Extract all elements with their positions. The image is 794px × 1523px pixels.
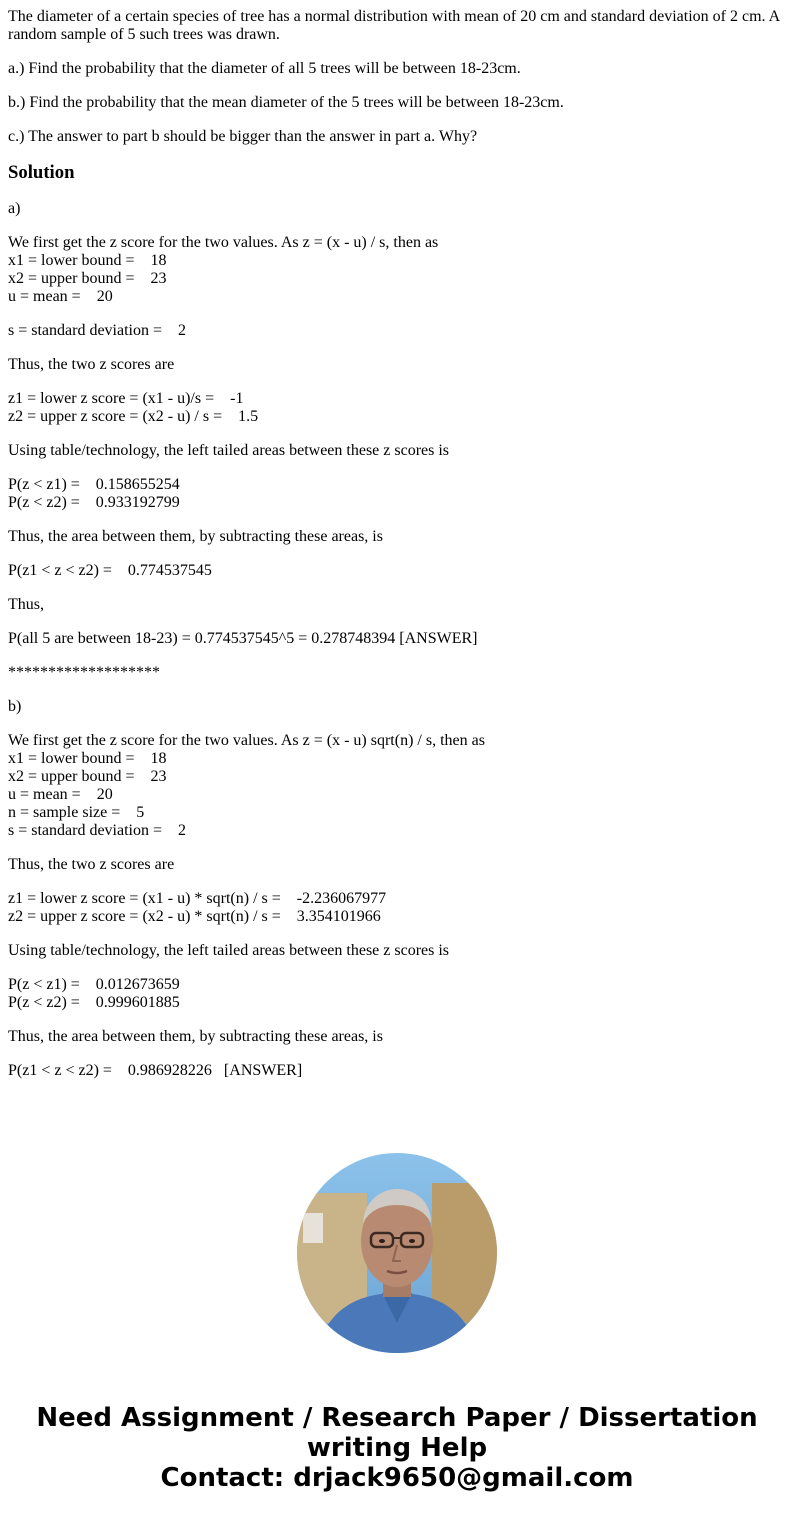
text-line: z2 = upper z score = (x2 - u) * sqrt(n) / s = 3.354101966 xyxy=(8,908,381,925)
text-line: n = sample size = 5 xyxy=(8,804,145,821)
question-part-b: b.) Find the probability that the mean diameter of the 5 trees will be between 18-23cm. xyxy=(8,94,564,111)
solution-a-table: Using table/technology, the left tailed areas between these z scores is xyxy=(8,442,450,459)
text-line: We first get the z score for the two values. As z = (x - u) sqrt(n) / s, then as xyxy=(8,732,485,749)
solution-a-setup xyxy=(8,234,786,306)
document-body xyxy=(8,8,786,1096)
question-intro: The diameter of a certain species of tree has a normal distribution with mean of 20 cm and standard deviation of 2 cm. A random sample of 5 such trees was drawn. xyxy=(8,8,784,43)
solution-a-two-z: Thus, the two z scores are xyxy=(8,356,175,373)
solution-a-sd: s = standard deviation = 2 xyxy=(8,322,187,339)
solution-a-label: a) xyxy=(8,200,21,217)
text-line: P(z < z2) = 0.999601885 xyxy=(8,994,180,1011)
solution-b-setup xyxy=(8,732,786,840)
question-part-a: a.) Find the probability that the diameter of all 5 trees will be between 18-23cm. xyxy=(8,60,521,77)
text-line: z1 = lower z score = (x1 - u)/s = -1 xyxy=(8,390,244,407)
text-line: P(z < z1) = 0.158655254 xyxy=(8,476,180,493)
text-line: u = mean = 20 xyxy=(8,786,113,803)
text-line: s = standard deviation = 2 xyxy=(8,822,187,839)
banner-line-2: writing Help xyxy=(306,1433,488,1463)
solution-b-two-z: Thus, the two z scores are xyxy=(8,856,175,873)
solution-b-probabilities xyxy=(8,976,786,1012)
text-line: We first get the z score for the two values. As z = (x - u) / s, then as xyxy=(8,234,439,251)
text-line: x2 = upper bound = 23 xyxy=(8,768,167,785)
solution-b-subtract: Thus, the area between them, by subtracting these areas, is xyxy=(8,1028,383,1045)
solution-a-answer: P(all 5 are between 18-23) = 0.774537545^5 = 0.278748394 [ANSWER] xyxy=(8,630,478,647)
question-part-c: c.) The answer to part b should be bigger than the answer in part a. Why? xyxy=(8,128,478,145)
solution-heading: Solution xyxy=(8,162,75,183)
solution-a-probabilities xyxy=(8,476,786,512)
solution-b-answer: P(z1 < z < z2) = 0.986928226 [ANSWER] xyxy=(8,1062,303,1079)
text-line: x1 = lower bound = 18 xyxy=(8,750,167,767)
solution-a-z-scores xyxy=(8,390,786,426)
text-line: x1 = lower bound = 18 xyxy=(8,252,167,269)
solution-b-label: b) xyxy=(8,698,22,715)
text-line: z2 = upper z score = (x2 - u) / s = 1.5 xyxy=(8,408,259,425)
contact-banner xyxy=(0,1403,794,1493)
author-avatar xyxy=(297,1153,497,1353)
solution-b-z-scores xyxy=(8,890,786,926)
solution-a-thus: Thus, xyxy=(8,596,44,613)
text-line: P(z < z1) = 0.012673659 xyxy=(8,976,180,993)
solution-b-table: Using table/technology, the left tailed areas between these z scores is xyxy=(8,942,450,959)
text-line: z1 = lower z score = (x1 - u) * sqrt(n) / s = -2.236067977 xyxy=(8,890,387,907)
text-line: P(z < z2) = 0.933192799 xyxy=(8,494,180,511)
banner-contact-email: Contact: drjack9650@gmail.com xyxy=(160,1463,634,1493)
solution-a-subtract: Thus, the area between them, by subtracting these areas, is xyxy=(8,528,383,545)
separator: ******************* xyxy=(8,664,160,681)
solution-a-between: P(z1 < z < z2) = 0.774537545 xyxy=(8,562,212,579)
avatar-portrait-icon xyxy=(297,1153,497,1353)
text-line: x2 = upper bound = 23 xyxy=(8,270,167,287)
banner-line-1: Need Assignment / Research Paper / Dissertation xyxy=(36,1403,758,1433)
text-line: u = mean = 20 xyxy=(8,288,113,305)
